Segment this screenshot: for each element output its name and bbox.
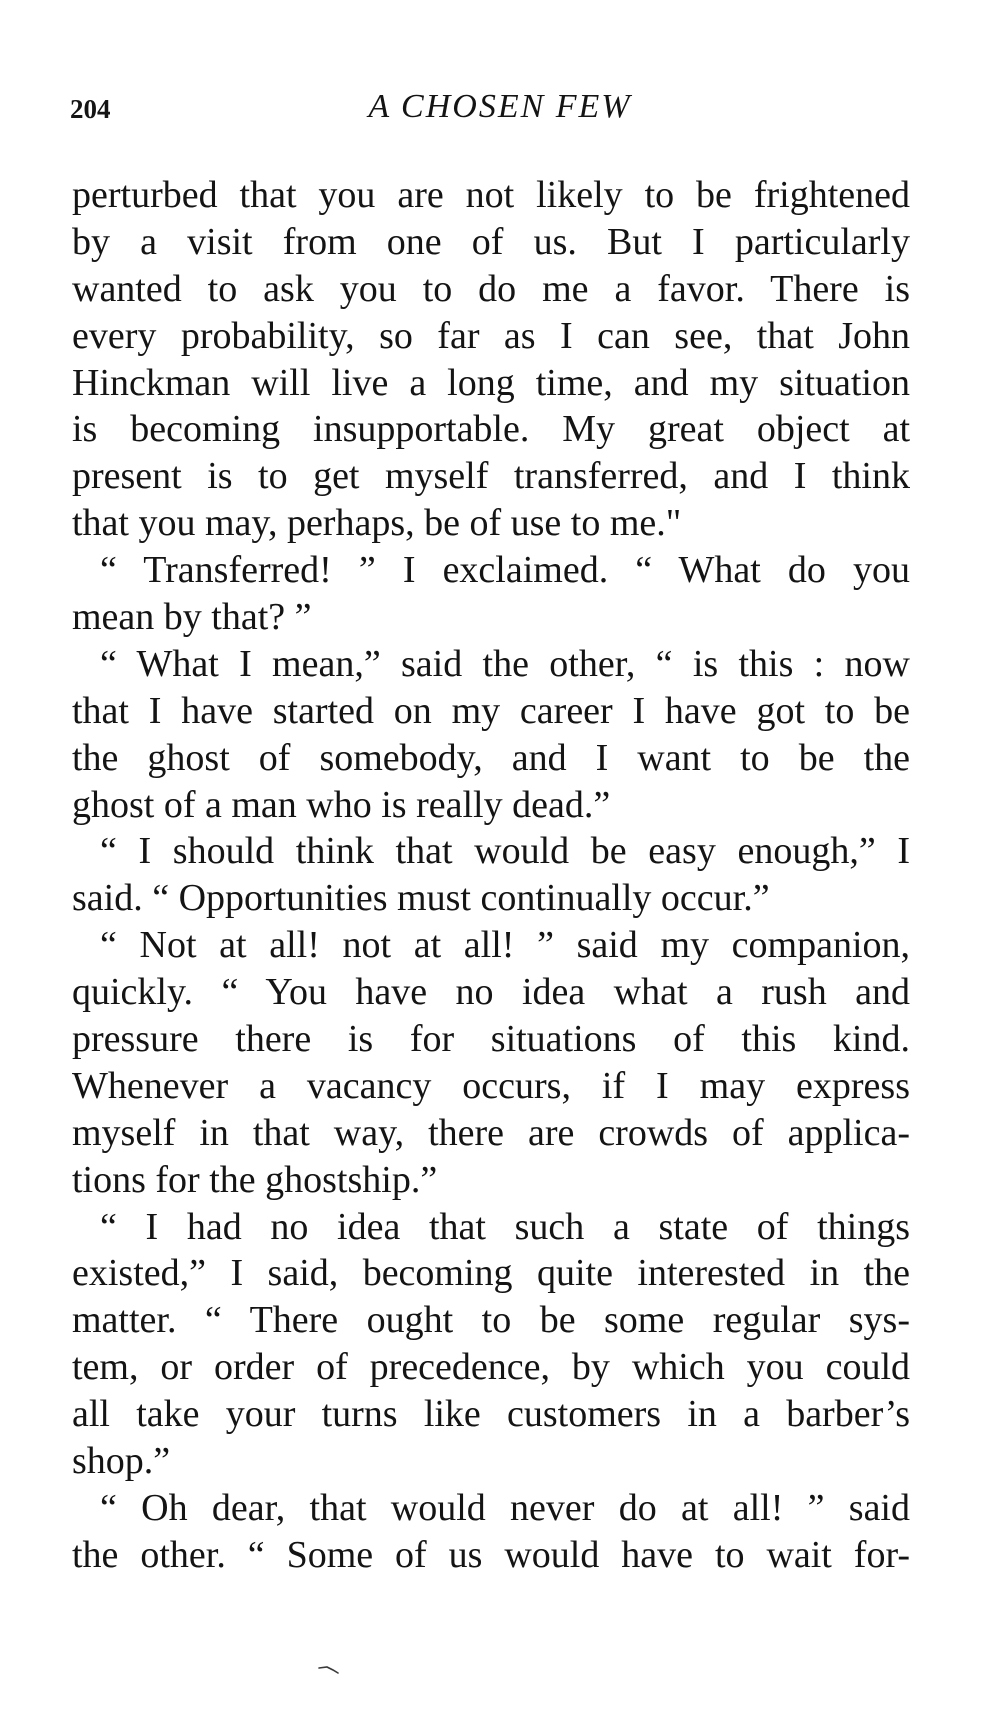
page-number: 204 bbox=[70, 94, 111, 124]
text-line: Whenever a vacancy occurs, if I may express bbox=[72, 1064, 910, 1107]
print-smudge bbox=[318, 1664, 340, 1674]
text-line: myself in that way, there are crowds of applica- bbox=[72, 1111, 910, 1154]
text-line: the ghost of somebody, and I want to be the bbox=[72, 736, 910, 779]
running-head bbox=[70, 88, 910, 132]
book-title: A CHOSEN FEW bbox=[368, 88, 632, 125]
text-line: pressure there is for situations of this kind. bbox=[72, 1018, 910, 1061]
text-line: quickly. “ You have no idea what a rush and bbox=[72, 971, 910, 1014]
text-line: existed,” I said, becoming quite interested in the bbox=[72, 1252, 910, 1295]
text-line: said. “ Opportunities must continually occur.” bbox=[72, 877, 770, 920]
text-line: “ Not at all! not at all! ” said my companion, bbox=[100, 924, 910, 967]
text-line: “ I should think that would be easy enough,” I bbox=[100, 830, 910, 873]
text-line: matter. “ There ought to be some regular sys- bbox=[72, 1299, 910, 1342]
text-line: shop.” bbox=[72, 1440, 171, 1483]
text-line: that you may, perhaps, be of use to me." bbox=[72, 502, 682, 545]
text-line: present is to get myself transferred, and I think bbox=[72, 455, 910, 498]
text-line: “ What I mean,” said the other, “ is this : now bbox=[100, 642, 910, 685]
text-line: all take your turns like customers in a barber’s bbox=[72, 1393, 910, 1436]
text-line: the other. “ Some of us would have to wait for- bbox=[72, 1533, 910, 1576]
text-line: mean by that? ” bbox=[72, 596, 312, 639]
text-line: “ I had no idea that such a state of things bbox=[100, 1205, 910, 1248]
text-line: tions for the ghostship.” bbox=[72, 1158, 438, 1201]
text-line: every probability, so far as I can see, that John bbox=[72, 314, 910, 357]
text-line: perturbed that you are not likely to be frightened bbox=[72, 174, 910, 216]
text-line: that I have started on my career I have got to be bbox=[72, 689, 910, 732]
text-line: ghost of a man who is really dead.” bbox=[72, 783, 611, 826]
text-line: is becoming insupportable. My great object at bbox=[72, 408, 910, 451]
text-line: wanted to ask you to do me a favor. There is bbox=[72, 267, 910, 310]
text-line: “ Transferred! ” I exclaimed. “ What do you bbox=[100, 549, 910, 592]
text-line: “ Oh dear, that would never do at all! ” said bbox=[100, 1486, 910, 1529]
text-line: Hinckman will live a long time, and my situation bbox=[72, 361, 910, 404]
text-line: by a visit from one of us. But I particularly bbox=[72, 220, 910, 263]
body-text bbox=[72, 172, 910, 1579]
text-line: tem, or order of precedence, by which you could bbox=[72, 1346, 910, 1389]
